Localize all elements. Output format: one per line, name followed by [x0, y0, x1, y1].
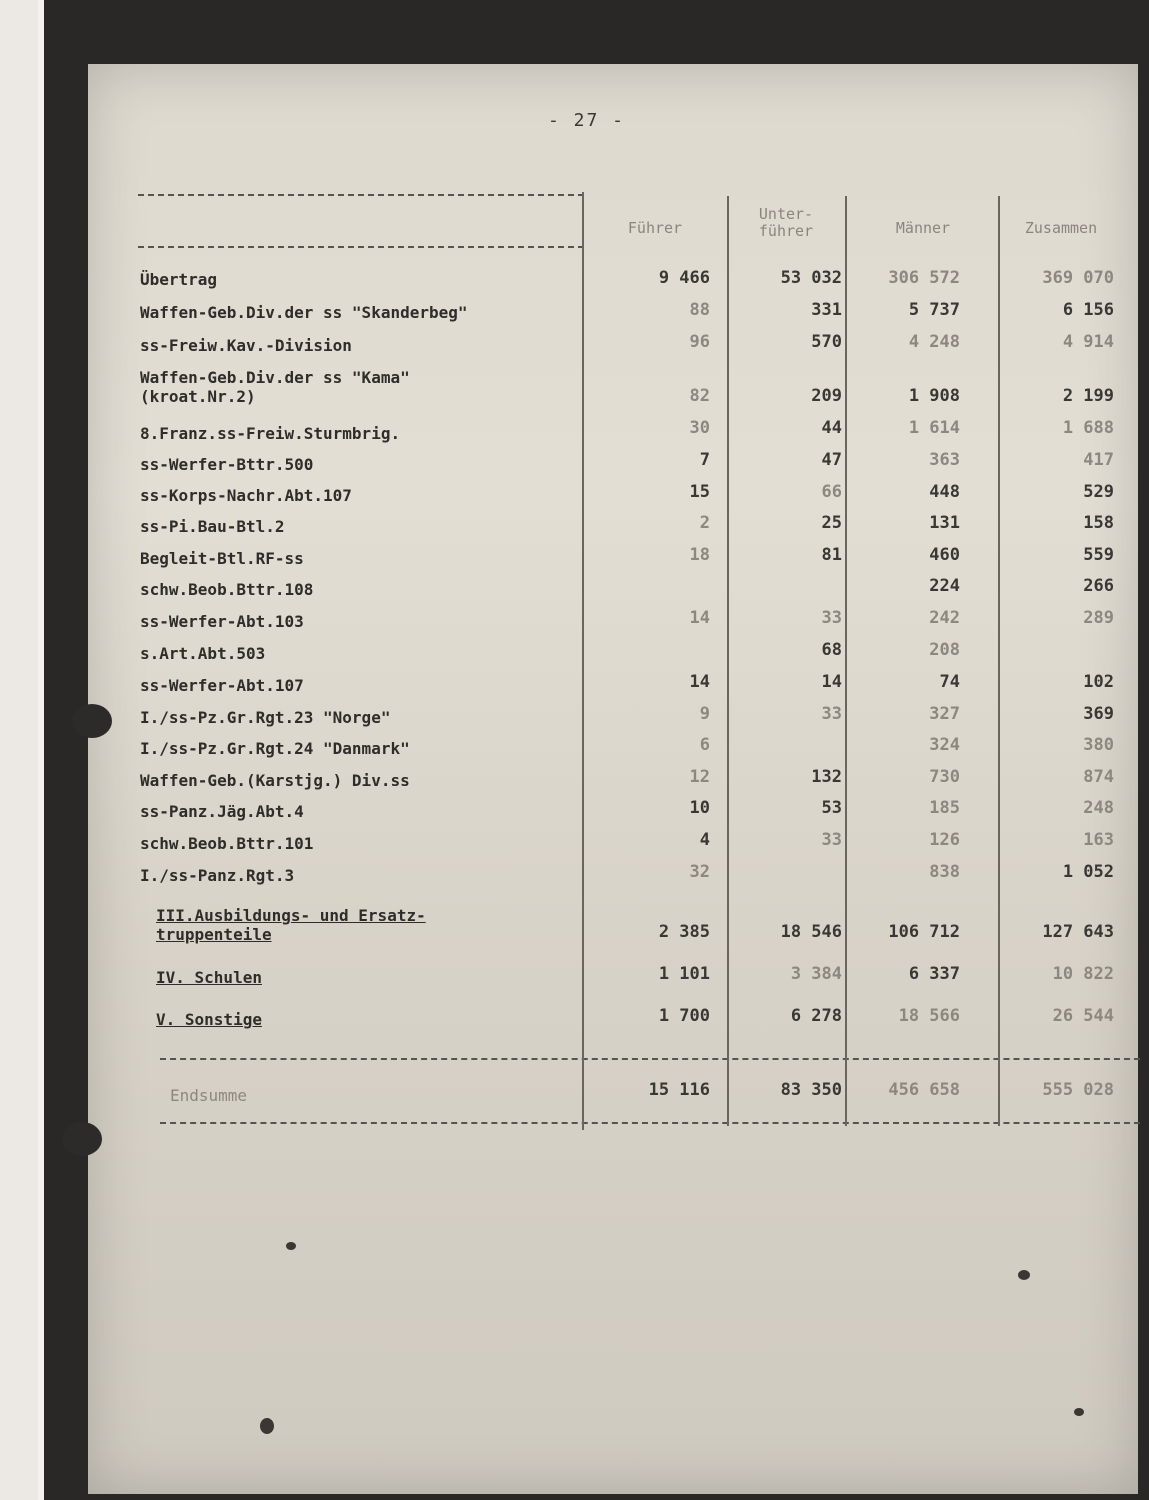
cell-fuehrer: 96	[689, 332, 710, 352]
cell-maenner: 6 337	[908, 964, 960, 984]
page-number: - 27 -	[548, 110, 626, 131]
cell-unterfuehrer: 33	[821, 830, 842, 850]
cell-fuehrer: 32	[689, 862, 710, 882]
total-rule-top	[160, 1058, 1140, 1060]
cell-fuehrer: 1 700	[658, 1006, 710, 1026]
row-label: schw.Beob.Bttr.108	[140, 580, 314, 599]
cell-zusammen: 559	[1083, 545, 1114, 565]
total-label: Endsumme	[170, 1086, 248, 1105]
cell-maenner: 306 572	[888, 268, 960, 288]
cell-zusammen: 380	[1083, 735, 1114, 755]
cell-maenner: 74	[939, 672, 960, 692]
row-label: Übertrag	[140, 270, 218, 289]
row-label: ss-Panz.Jäg.Abt.4	[140, 802, 304, 821]
cell-maenner: 456 658	[888, 1080, 960, 1100]
cell-unterfuehrer: 3 384	[790, 964, 842, 984]
row-label: ss-Freiw.Kav.-Division	[140, 336, 352, 355]
ink-blot	[286, 1242, 296, 1250]
row-label: I./ss-Pz.Gr.Rgt.23 "Norge"	[140, 708, 391, 727]
cell-fuehrer: 12	[689, 767, 710, 787]
column-header-zusammen: Zusammen	[1024, 219, 1098, 237]
cell-zusammen: 417	[1083, 450, 1114, 470]
cell-fuehrer: 7	[699, 450, 710, 470]
cell-zusammen: 289	[1083, 608, 1114, 628]
cell-maenner: 1 614	[908, 418, 960, 438]
row-label: s.Art.Abt.503	[140, 644, 266, 663]
punch-hole	[72, 704, 112, 738]
cell-maenner: 327	[929, 704, 960, 724]
punch-hole	[62, 1122, 102, 1156]
cell-zusammen: 1 052	[1062, 862, 1114, 882]
cell-unterfuehrer: 53 032	[780, 268, 842, 288]
row-label: I./ss-Panz.Rgt.3	[140, 866, 295, 885]
cell-zusammen: 2 199	[1062, 386, 1114, 406]
row-label: I./ss-Pz.Gr.Rgt.24 "Danmark"	[140, 739, 410, 758]
total-rule-bottom	[160, 1122, 1140, 1124]
cell-fuehrer: 30	[689, 418, 710, 438]
cell-zusammen: 10 822	[1052, 964, 1114, 984]
cell-zusammen: 6 156	[1062, 300, 1114, 320]
row-label: Waffen-Geb.(Karstjg.) Div.ss	[140, 771, 410, 790]
cell-unterfuehrer: 33	[821, 608, 842, 628]
cell-maenner: 131	[929, 513, 960, 533]
cell-unterfuehrer: 81	[821, 545, 842, 565]
row-label: Begleit-Btl.RF-ss	[140, 549, 304, 568]
section-label: III.Ausbildungs- und Ersatz- truppenteile	[156, 906, 426, 944]
cell-zusammen: 874	[1083, 767, 1114, 787]
row-label: Waffen-Geb.Div.der ss "Kama" (kroat.Nr.2)	[140, 368, 410, 406]
cell-fuehrer: 15 116	[648, 1080, 710, 1100]
cell-zusammen: 555 028	[1042, 1080, 1114, 1100]
cell-fuehrer: 10	[689, 798, 710, 818]
row-label: Waffen-Geb.Div.der ss "Skanderbeg"	[140, 303, 468, 322]
cell-zusammen: 1 688	[1062, 418, 1114, 438]
binder-margin	[0, 0, 38, 1500]
cell-fuehrer: 14	[689, 608, 710, 628]
cell-fuehrer: 18	[689, 545, 710, 565]
header-rule-top	[138, 194, 584, 196]
cell-maenner: 208	[929, 640, 960, 660]
column-header-maenner: Männer	[895, 219, 951, 237]
cell-unterfuehrer: 18 546	[780, 922, 842, 942]
cell-unterfuehrer: 132	[811, 767, 842, 787]
cell-fuehrer: 82	[689, 386, 710, 406]
cell-zusammen: 369	[1083, 704, 1114, 724]
cell-unterfuehrer: 209	[811, 386, 842, 406]
cell-fuehrer: 88	[689, 300, 710, 320]
cell-maenner: 126	[929, 830, 960, 850]
row-label: ss-Werfer-Bttr.500	[140, 455, 314, 474]
row-label: schw.Beob.Bttr.101	[140, 834, 314, 853]
cell-maenner: 242	[929, 608, 960, 628]
cell-zusammen: 163	[1083, 830, 1114, 850]
cell-zusammen: 4 914	[1062, 332, 1114, 352]
cell-maenner: 224	[929, 576, 960, 596]
cell-maenner: 448	[929, 482, 960, 502]
cell-fuehrer: 9	[699, 704, 710, 724]
cell-zusammen: 529	[1083, 482, 1114, 502]
ink-blot	[1018, 1270, 1030, 1280]
cell-fuehrer: 15	[689, 482, 710, 502]
cell-fuehrer: 2 385	[658, 922, 710, 942]
section-label: IV. Schulen	[156, 968, 262, 987]
ink-blot	[1074, 1408, 1084, 1416]
cell-unterfuehrer: 570	[811, 332, 842, 352]
cell-maenner: 324	[929, 735, 960, 755]
cell-maenner: 18 566	[898, 1006, 960, 1026]
cell-fuehrer: 9 466	[658, 268, 710, 288]
cell-fuehrer: 1 101	[658, 964, 710, 984]
cell-zusammen: 26 544	[1052, 1006, 1114, 1026]
cell-zusammen: 266	[1083, 576, 1114, 596]
cell-unterfuehrer: 53	[821, 798, 842, 818]
cell-maenner: 460	[929, 545, 960, 565]
cell-maenner: 185	[929, 798, 960, 818]
row-label: ss-Werfer-Abt.103	[140, 612, 304, 631]
cell-unterfuehrer: 83 350	[780, 1080, 842, 1100]
cell-unterfuehrer: 44	[821, 418, 842, 438]
cell-zusammen: 248	[1083, 798, 1114, 818]
cell-unterfuehrer: 68	[821, 640, 842, 660]
cell-zusammen: 127 643	[1042, 922, 1114, 942]
cell-unterfuehrer: 47	[821, 450, 842, 470]
ink-blot	[260, 1418, 274, 1434]
cell-maenner: 1 908	[908, 386, 960, 406]
cell-unterfuehrer: 6 278	[790, 1006, 842, 1026]
cell-maenner: 106 712	[888, 922, 960, 942]
row-label: ss-Korps-Nachr.Abt.107	[140, 486, 352, 505]
row-label: ss-Werfer-Abt.107	[140, 676, 304, 695]
column-divider	[727, 196, 729, 1126]
cell-maenner: 363	[929, 450, 960, 470]
cell-unterfuehrer: 14	[821, 672, 842, 692]
cell-unterfuehrer: 25	[821, 513, 842, 533]
cell-fuehrer: 14	[689, 672, 710, 692]
section-label: V. Sonstige	[156, 1010, 262, 1029]
cell-zusammen: 158	[1083, 513, 1114, 533]
cell-maenner: 838	[929, 862, 960, 882]
column-divider	[582, 192, 584, 1130]
column-divider	[845, 196, 847, 1126]
column-header-fuehrer: Führer	[627, 219, 683, 237]
row-label: ss-Pi.Bau-Btl.2	[140, 517, 285, 536]
row-label: 8.Franz.ss-Freiw.Sturmbrig.	[140, 424, 401, 443]
cell-fuehrer: 4	[699, 830, 710, 850]
column-header-unterfuehrer: Unter- führer	[758, 205, 814, 240]
cell-maenner: 730	[929, 767, 960, 787]
cell-maenner: 5 737	[908, 300, 960, 320]
cell-fuehrer: 2	[699, 513, 710, 533]
cell-unterfuehrer: 331	[811, 300, 842, 320]
cell-unterfuehrer: 66	[821, 482, 842, 502]
cell-zusammen: 102	[1083, 672, 1114, 692]
cell-zusammen: 369 070	[1042, 268, 1114, 288]
cell-unterfuehrer: 33	[821, 704, 842, 724]
cell-maenner: 4 248	[908, 332, 960, 352]
cell-fuehrer: 6	[699, 735, 710, 755]
header-rule-bottom	[138, 246, 584, 248]
